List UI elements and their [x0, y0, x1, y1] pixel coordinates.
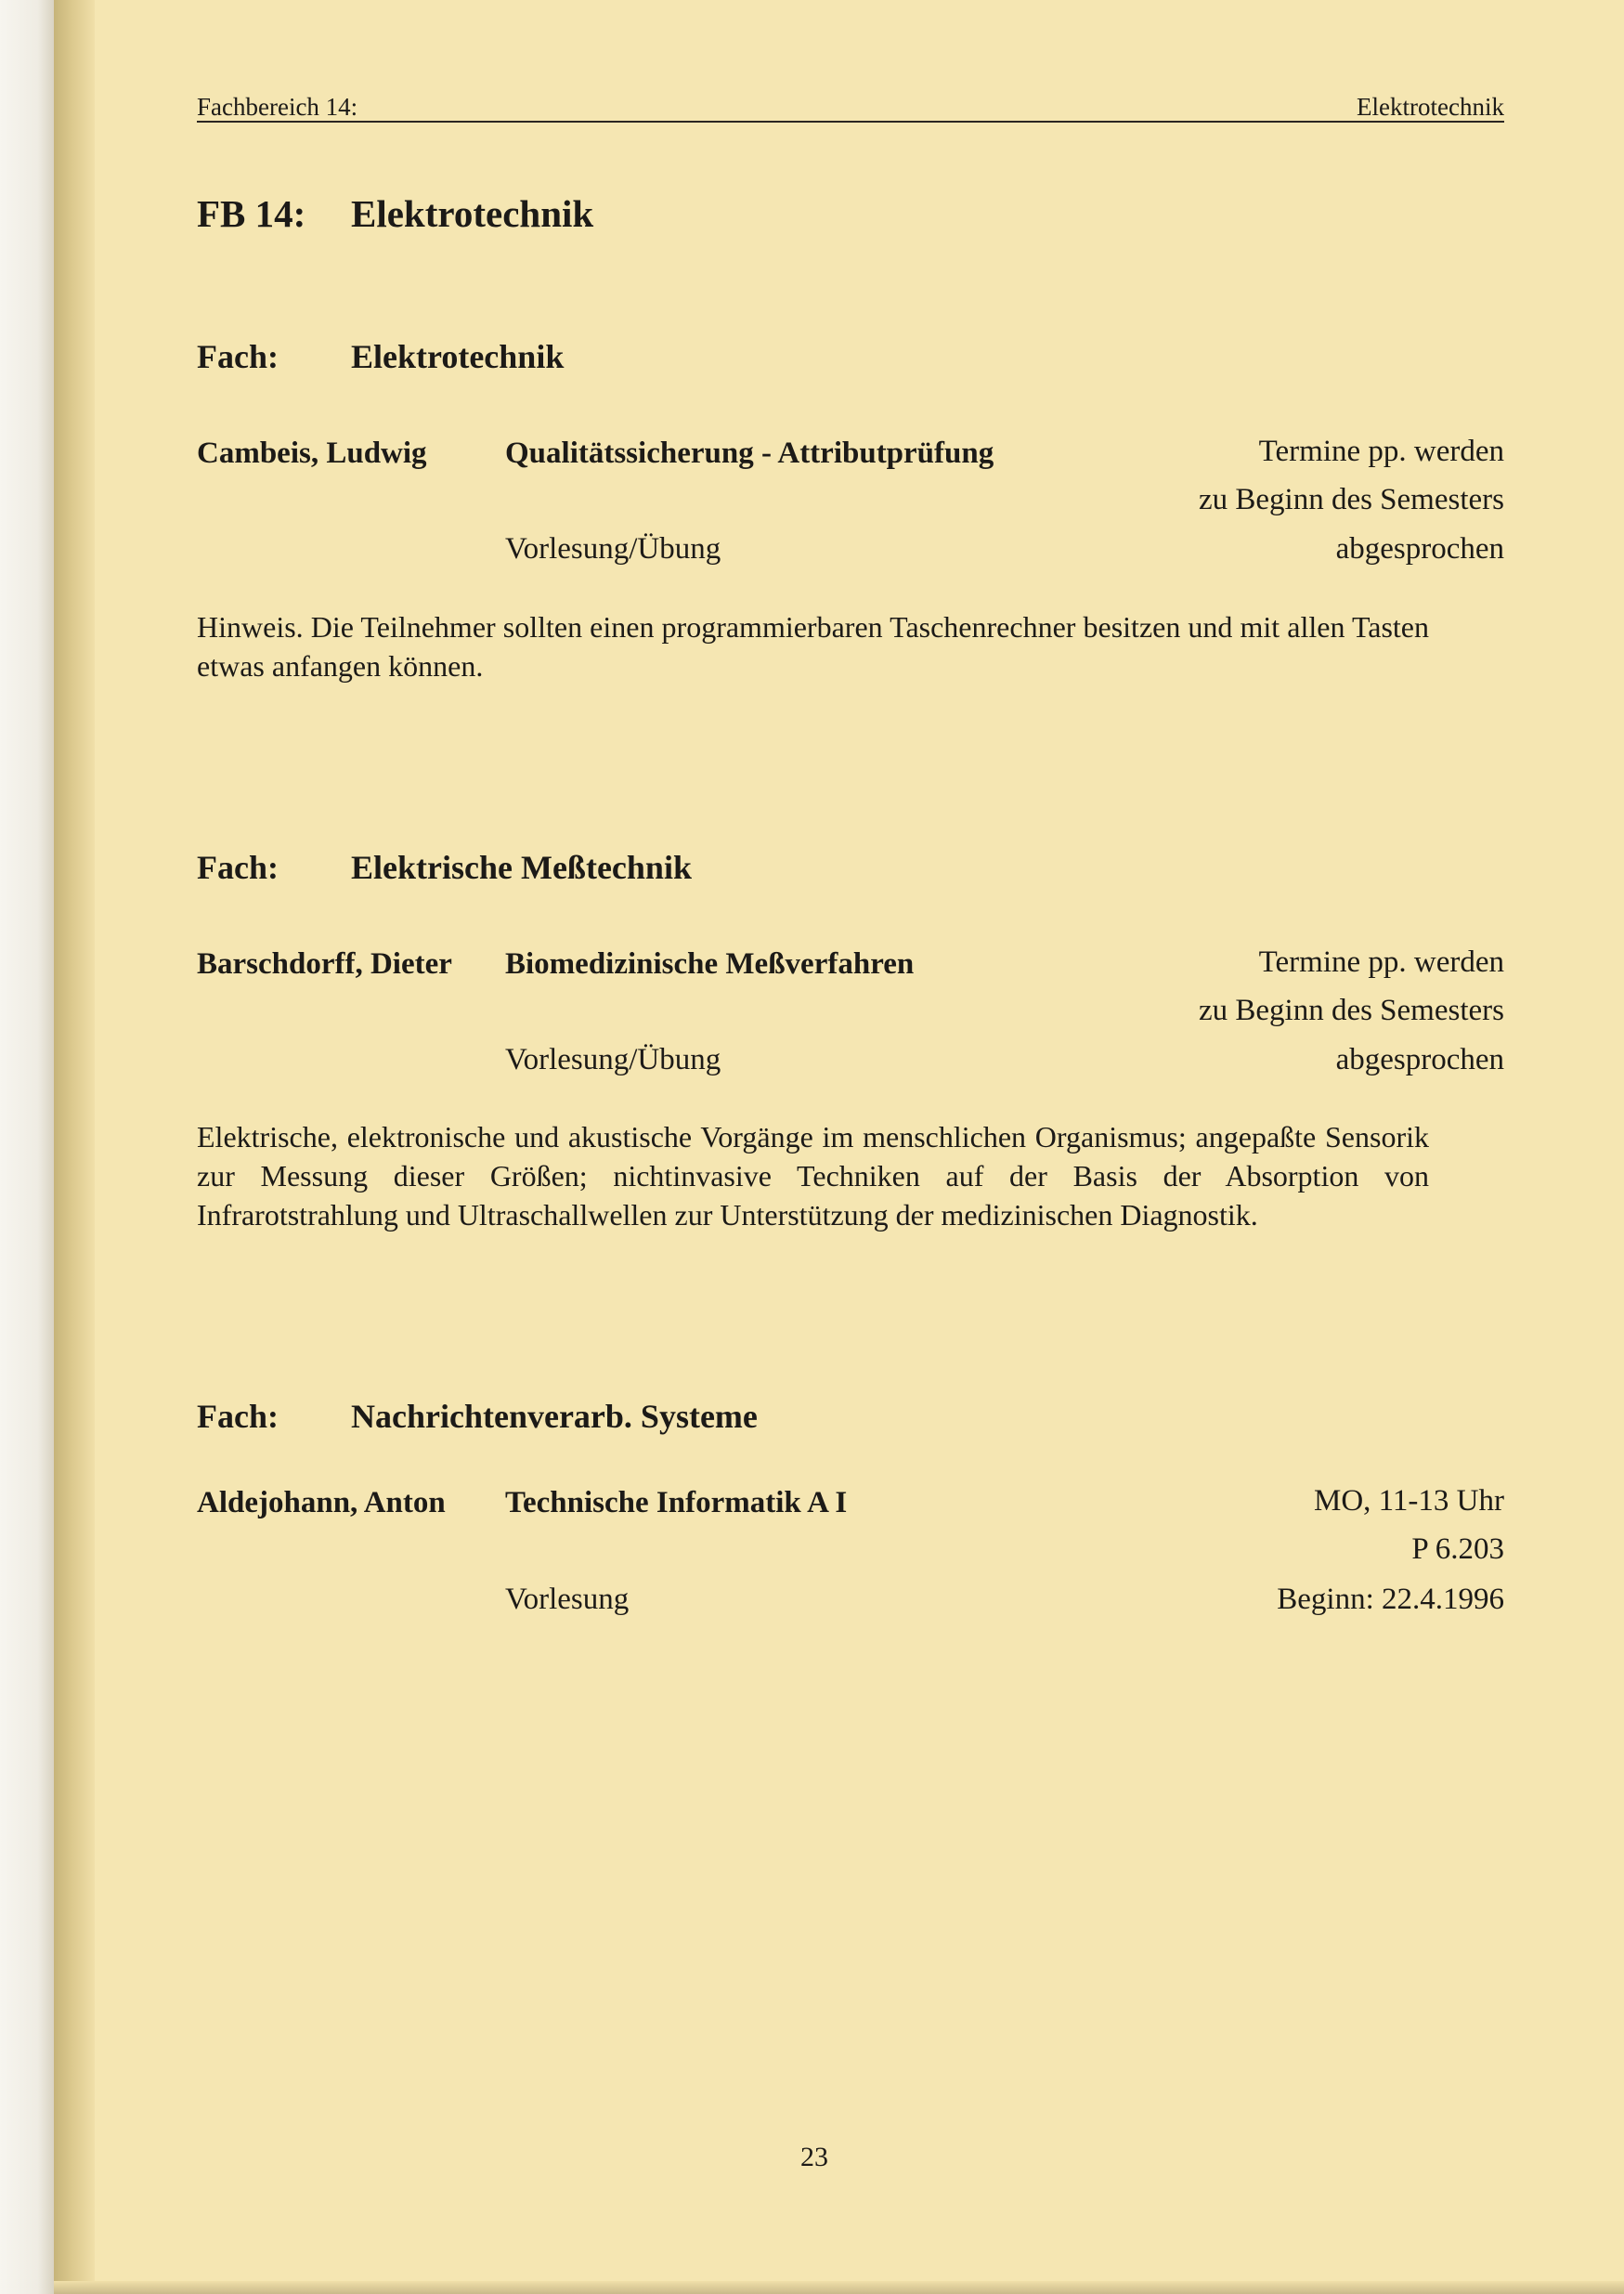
binding-shadow [54, 0, 95, 2294]
lecturer-name: Aldejohann, Anton [197, 1486, 446, 1519]
course-title: Biomedizinische Meßverfahren [505, 947, 915, 981]
course-note: Hinweis. Die Teilnehmer sollten einen programmierbaren Taschenrechner besitzen und mit allen Tasten etwas anfangen können. [197, 610, 1429, 683]
schedule-line: P 6.203 [1411, 1532, 1504, 1566]
page-bottom-edge [54, 2281, 1624, 2294]
schedule-line: MO, 11-13 Uhr [1313, 1484, 1504, 1518]
course-type: Vorlesung/Übung [505, 532, 721, 566]
subject-name: Nachrichtenverarb. Systeme [351, 1398, 758, 1435]
header-left: Fachbereich 14: [197, 93, 358, 121]
subject-name: Elektrotechnik [351, 338, 565, 375]
course-type: Vorlesung [505, 1583, 630, 1616]
course-description: Elektrische, elektronische und akustische Vorgänge im menschlichen Organismus; angepaßte Sensorik zur Messung dieser Größen; nichtinvasive Techniken auf der Basis der Absorption von Infrarotstrahlung und Ultraschallwellen zur Unterstützung der medizinischen Diagnostik. [197, 1120, 1429, 1232]
schedule-line: abgesprochen [1335, 532, 1504, 566]
faculty-title: Elektrotechnik [351, 192, 594, 235]
faculty-label: FB 14: [197, 192, 306, 235]
subject-label: Fach: [197, 849, 279, 886]
binding-edge [0, 0, 54, 2294]
schedule-line: Termine pp. werden [1258, 435, 1504, 468]
schedule-line: Termine pp. werden [1258, 945, 1504, 979]
header-rule [197, 121, 1504, 123]
course-title: Qualitätssicherung - Attributprüfung [505, 437, 994, 470]
subject-name: Elektrische Meßtechnik [351, 849, 692, 886]
schedule-line: zu Beginn des Semesters [1198, 483, 1504, 516]
schedule-line: abgesprochen [1335, 1043, 1504, 1076]
lecturer-name: Cambeis, Ludwig [197, 437, 427, 470]
page-number: 23 [800, 2142, 828, 2172]
schedule-line: zu Beginn des Semesters [1198, 994, 1504, 1027]
schedule-line: Beginn: 22.4.1996 [1277, 1583, 1504, 1616]
lecturer-name: Barschdorff, Dieter [197, 947, 452, 981]
subject-label: Fach: [197, 1398, 279, 1435]
course-type: Vorlesung/Übung [505, 1043, 721, 1076]
course-title: Technische Informatik A I [505, 1486, 848, 1519]
subject-label: Fach: [197, 338, 279, 375]
header-right: Elektrotechnik [1357, 93, 1504, 121]
